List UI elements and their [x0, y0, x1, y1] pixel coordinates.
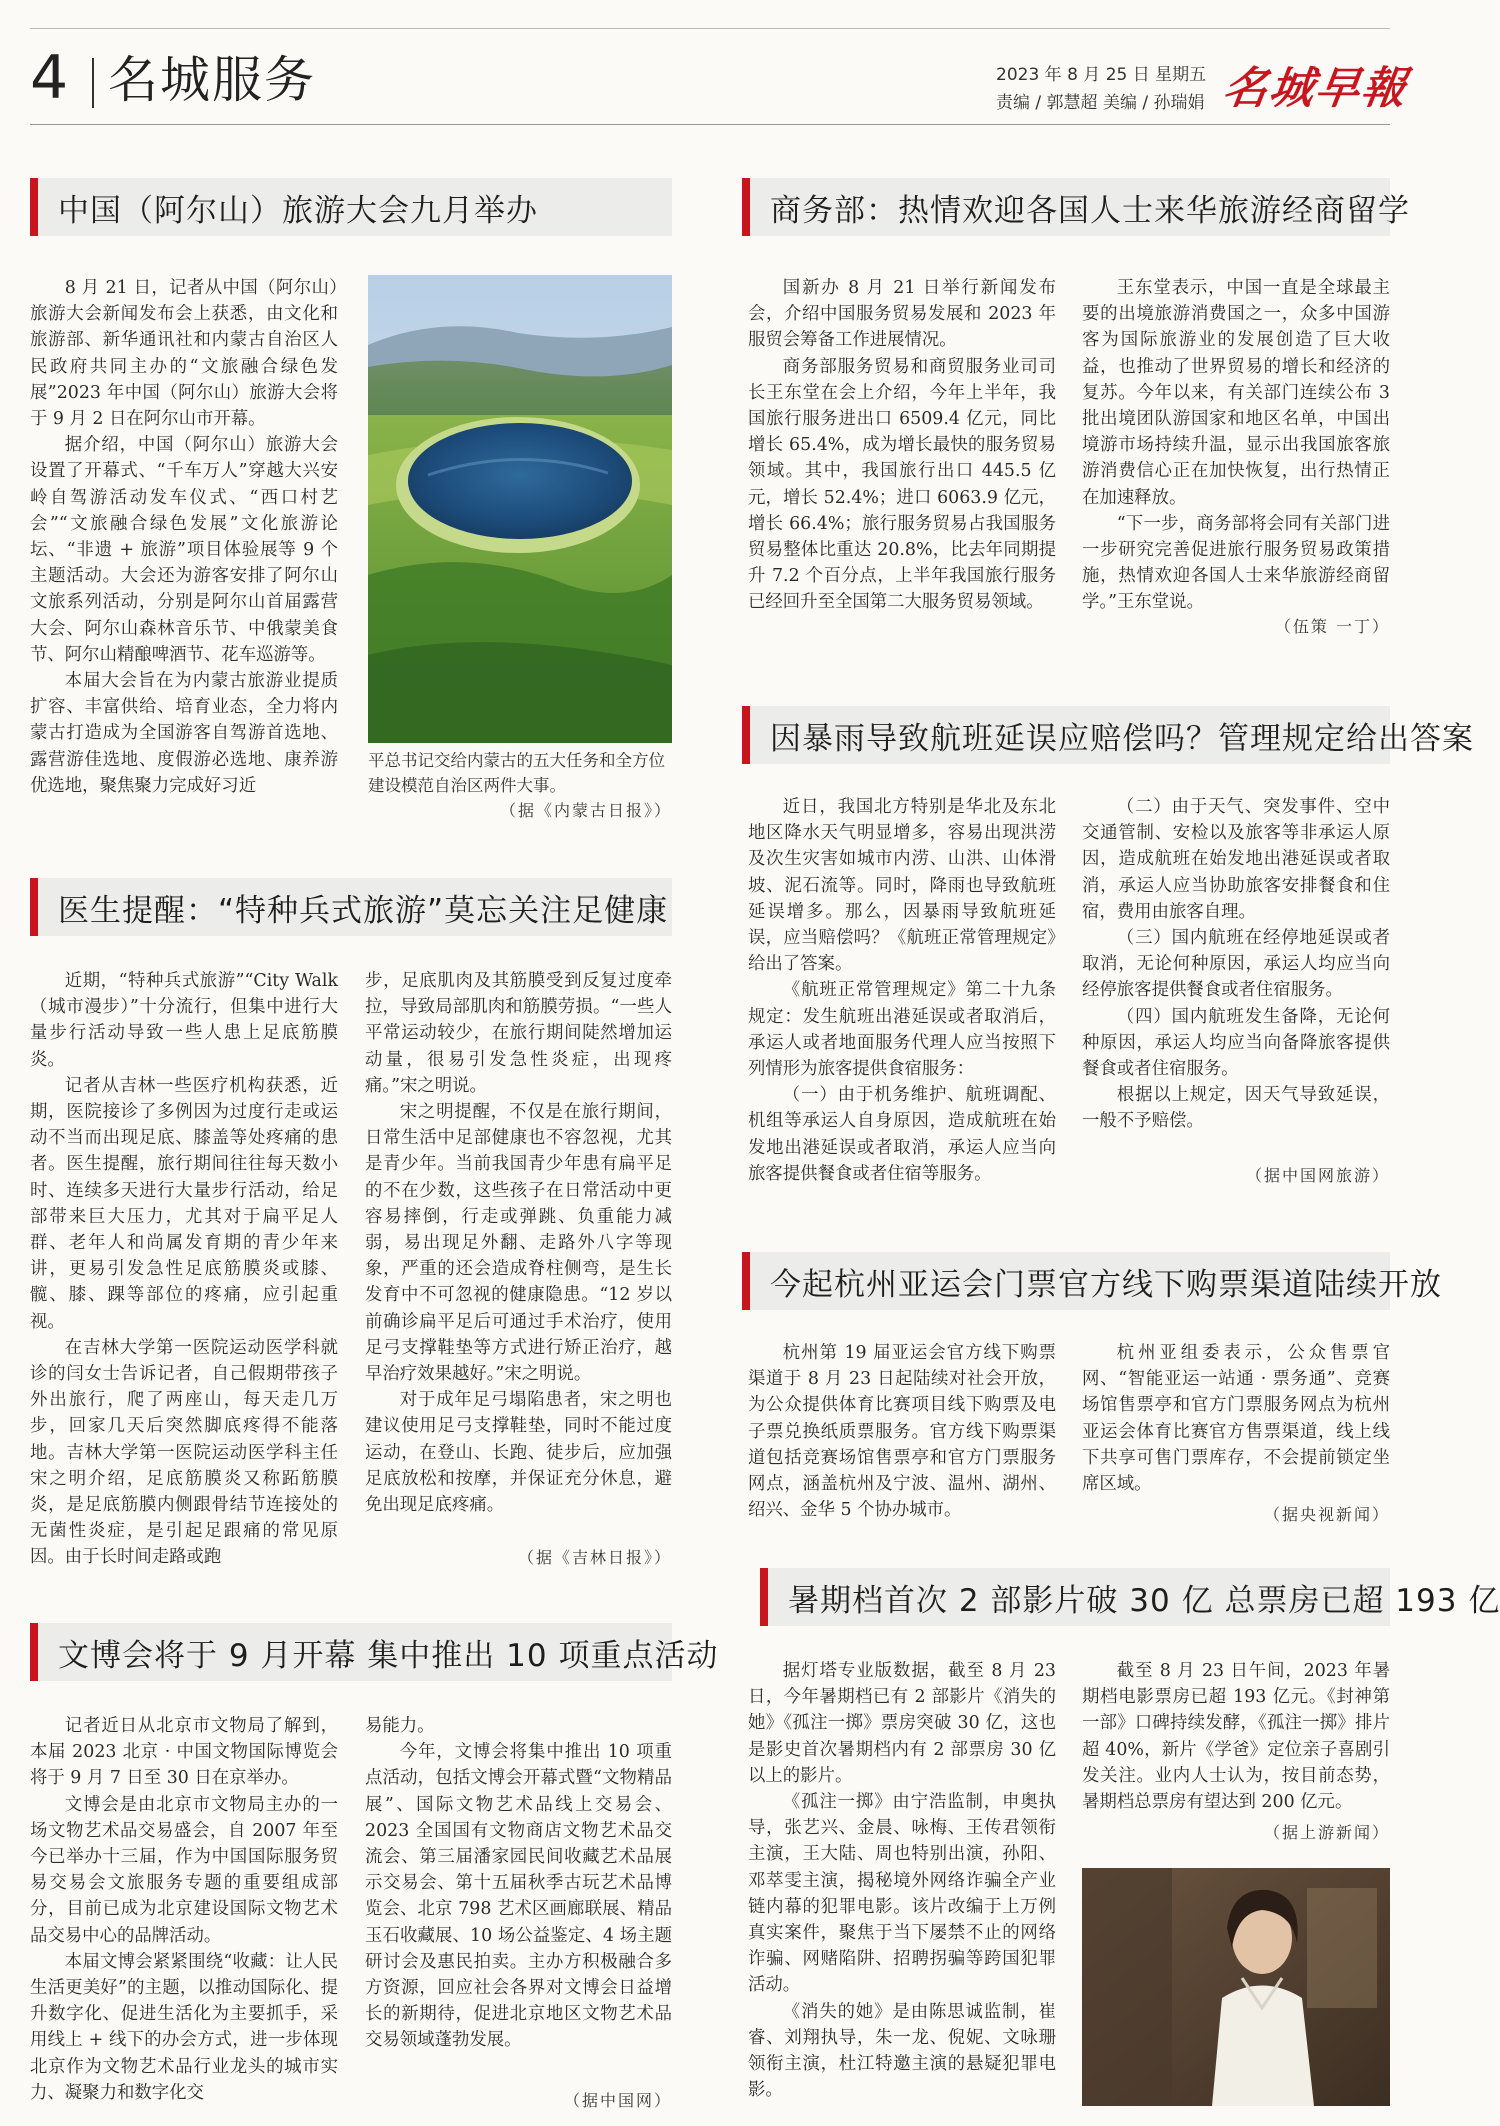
paragraph: 杭州亚组委表示，公众售票官网、“智能亚运一站通 · 票务通”、竞赛场馆售票亭和官方门票服务网点为杭州亚运会体育比赛官方售票渠道，线上线下共享可售门票库存，不会提前锁定坐席区域。 — [1082, 1343, 1390, 1495]
paragraph: （三）国内航班在经停地延误或者取消，无论何种原因，承运人均应当向经停旅客提供餐食或者住宿服务。 — [1082, 928, 1390, 1001]
paragraph: 《孤注一掷》由宁浩监制，申奥执导，张艺兴、金晨、咏梅、王传君领衔主演，王大陆、周也特别出演，孙阳、邓萃雯主演，揭秘境外网络诈骗全产业链内幕的犯罪电影。该片改编于上万例真实案件，聚焦于当下屡禁不止的网络诈骗、网赌陷阱、招聘拐骗等跨国犯罪活动。 — [748, 1792, 1056, 1996]
article-arxan-col1 — [30, 275, 338, 799]
paragraph: 今年，文博会将集中推出 10 项重点活动，包括文博会开幕式暨“文物精品展”、国际文物艺术品线上交易会、2023 全国国有文物商店文物艺术品交流会、第三届潘家园民间收藏艺术品展示交易会、第十五届秋季古玩艺术品博览会、北京 798 艺术区画廊联展、精品玉石收藏展、10 场公益鉴定、4 场主题研讨会及惠民拍卖。主办方积极融合多方资源，回应社会各界对文博会日益增长的新期待，促进北京地区文物艺术品交易领域蓬勃发展。 — [365, 1742, 672, 2051]
masthead-rule — [30, 124, 1390, 125]
lake-landscape-image — [368, 275, 672, 743]
article-boxoffice-col1 — [748, 1658, 1056, 2103]
article-doctor-col2 — [365, 968, 672, 1518]
paragraph: 近日，我国北方特别是华北及东北地区降水天气明显增多，容易出现洪涝及次生灾害如城市内涝、山洪、山体滑坡、泥石流等。同时，降雨也导致航班延误增多。那么，因暴雨导致航班延误，应当赔偿吗？《航班正常管理规定》给出了答案。 — [748, 797, 1056, 975]
headline-boxoffice — [760, 1568, 1500, 1626]
source-credit: （据中国网旅游） — [1245, 1166, 1390, 1185]
paragraph: 国新办 8 月 21 日举行新闻发布会，介绍中国服务贸易发展和 2023 年服贸会筹备工作进展情况。 — [748, 278, 1056, 351]
paragraph: 近期，“特种兵式旅游”“City Walk（城市漫步）”十分流行，但集中进行大量步行活动导致一些人患上足底筋膜炎。 — [30, 971, 338, 1070]
source-credit: （伍策 一丁） — [1274, 617, 1390, 636]
paragraph: 记者从吉林一些医疗机构获悉，近期，医院接诊了多例因为过度行走或运动不当而出现足底、膝盖等处疼痛的患者。医生提醒，旅行期间往往每天数小时、连续多天进行大量步行活动，给足部带来巨大压力，尤其对于扁平足人群、老年人和尚属发育期的青少年来讲，更易引发急性足底筋膜炎或膝、髋、膝、踝等部位的疼痛，应引起重视。 — [30, 1075, 338, 1332]
headline-boxoffice-text: 暑期档首次 2 部影片破 30 亿 总票房已超 193 亿 — [788, 1582, 1500, 1619]
headline-wenbo — [30, 1623, 719, 1681]
headline-flight — [742, 706, 1474, 764]
article-doctor-col1 — [30, 968, 338, 1571]
paragraph: （四）国内航班发生备降，无论何种原因，承运人均应当向备降旅客提供餐食或者住宿服务。 — [1082, 1006, 1390, 1080]
source-credit: （据《内蒙古日报》） — [499, 801, 672, 820]
article-wenbo-col1 — [30, 1713, 338, 2106]
page-number: 4 — [30, 43, 69, 113]
article-wenbo-col2 — [365, 1713, 672, 2054]
lake-photo — [368, 275, 672, 743]
editors-credit: 责编 / 郭慧超 美编 / 孙瑞娟 — [996, 93, 1205, 113]
source-credit: （据《吉林日报》） — [517, 1548, 672, 1567]
headline-commerce-text: 商务部：热情欢迎各国人士来华旅游经商留学 — [770, 192, 1410, 229]
paragraph: 《航班正常管理规定》第二十九条规定：发生航班出港延误或者取消后，承运人或者地面服务代理人应当按照下列情形为旅客提供食宿服务： — [748, 980, 1056, 1080]
headline-arxan — [30, 178, 672, 236]
paragraph: 在吉林大学第一医院运动医学科就诊的闫女士告诉记者，自己假期带孩子外出旅行，爬了两座山，每天走几万步，回家几天后突然脚底疼得不能落地。吉林大学第一医院运动医学科主任宋之明介绍，足底筋膜炎又称跖筋膜炎，是足底筋膜内侧跟骨结节连接处的无菌性炎症，是引起足跟痛的常见原因。由于长时间走路或跑 — [30, 1337, 338, 1568]
headline-asiangames — [742, 1252, 1442, 1310]
paragraph: 本届大会旨在为内蒙古旅游业提质扩容、丰富供给、培育业态，全力将内蒙古打造成为全国游客自驾游首选地、露营游佳选地、度假游必选地、康养游优选地，聚焦聚力完成好习近 — [30, 671, 338, 796]
headline-flight-text: 因暴雨导致航班延误应赔偿吗？管理规定给出答案 — [770, 720, 1474, 757]
paragraph: 8 月 21 日，记者从中国（阿尔山）旅游大会新闻发布会上获悉，由文化和旅游部、新华通讯社和内蒙古自治区人民政府共同主办的“文旅融合绿色发展”2023 年中国（阿尔山）旅游大会将于 9 月 2 日在阿尔山市开幕。 — [30, 278, 338, 430]
paragraph: （一）由于机务维护、航班调配、机组等承运人自身原因，造成航班在始发地出港延误或者取消，承运人应当向旅客提供餐食或者住宿等服务。 — [748, 1085, 1056, 1184]
paragraph: 《消失的她》是由陈思诚监制，崔睿、刘翔执导，朱一龙、倪妮、文咏珊领衔主演，杜江特邀主演的悬疑犯罪电影。 — [748, 2001, 1056, 2101]
newspaper-logo: 名城早報 — [1219, 63, 1411, 114]
photo-caption: 平总书记交给内蒙古的五大任务和全方位建设模范自治区两件大事。 — [368, 751, 665, 795]
headline-asiangames-text: 今起杭州亚运会门票官方线下购票渠道陆续开放 — [770, 1266, 1442, 1303]
issue-date: 2023 年 8 月 25 日 星期五 — [996, 65, 1207, 85]
headline-wenbo-text: 文博会将于 9 月开幕 集中推出 10 项重点活动 — [58, 1637, 719, 1674]
headline-commerce — [742, 178, 1410, 236]
paragraph: 步，足底肌肉及其筋膜受到反复过度牵拉，导致局部肌肉和筋膜劳损。“一些人平常运动较少，在旅行期间陡然增加运动量，很易引发急性炎症，出现疼痛。”宋之明说。 — [365, 971, 672, 1096]
source-credit: （据上游新闻） — [1263, 1823, 1390, 1842]
paragraph: 据灯塔专业版数据，截至 8 月 23 日，今年暑期档已有 2 部影片《消失的她》《孤注一掷》票房突破 30 亿，这也是影史首次暑期档内有 2 部票房 30 亿以上的影片。 — [748, 1661, 1056, 1786]
article-asiangames-col1 — [748, 1340, 1056, 1523]
paragraph: 记者近日从北京市文物局了解到，本届 2023 北京 · 中国文物国际博览会将于 9 月 7 日至 30 日在京举办。 — [30, 1716, 338, 1789]
paragraph: 商务部服务贸易和商贸服务业司司长王东堂在会上介绍，今年上半年，我国旅行服务进出口 6509.4 亿元，同比增长 65.4%，成为增长最快的服务贸易领域。其中，我国旅行出口 445.5 亿元，增长 52.4%；进口 6063.9 亿元，增长 66.4%；旅行服务贸易占我国服务贸易整体比重达 20.8%，比去年同期提升 7.2 个百分点，上半年我国旅行服务已经回升至全国第二大服务贸易领域。 — [748, 356, 1056, 613]
headline-arxan-text: 中国（阿尔山）旅游大会九月举办 — [58, 192, 538, 229]
headline-doctor-text: 医生提醒：“特种兵式旅游”莫忘关注足健康 — [58, 892, 669, 929]
paragraph: 截至 8 月 23 日午间，2023 年暑期档电影票房已超 193 亿元。《封神第一部》口碑持续发酵，《孤注一掷》排片超 40%，新片《学爸》定位亲子喜剧引发关注。业内人士认为，按目前态势，暑期档总票房有望达到 200 亿元。 — [1082, 1661, 1390, 1813]
paragraph: （二）由于天气、突发事件、空中交通管制、安检以及旅客等非承运人原因，造成航班在始发地出港延误或者取消，承运人应当协助旅客安排餐食和住宿，费用由旅客自理。 — [1082, 797, 1390, 922]
paragraph: 王东堂表示，中国一直是全球最主要的出境旅游消费国之一，众多中国游客为国际旅游业的发展创造了巨大收益，也推动了世界贸易的增长和经济的复苏。今年以来，有关部门连续公布 3 批出境团队游国家和地区名单，中国出境游市场持续升温，显示出我国旅客旅游消费信心正在加快恢复，出行热情正在加速释放。 — [1082, 278, 1390, 508]
article-asiangames-col2 — [1082, 1340, 1390, 1497]
movie-still-photo — [1082, 1868, 1390, 2106]
article-flight-col2 — [1082, 794, 1390, 1135]
paragraph: 易能力。 — [365, 1716, 435, 1736]
paragraph: 本届文博会紧紧围绕“收藏：让人民生活更美好”的主题，以推动国际化、提升数字化、促进生活化为主要抓手，采用线上 + 线下的办会方式，进一步体现北京作为文物艺术品行业龙头的城市实力、凝聚力和数字化交 — [30, 1951, 338, 2103]
paragraph: 根据以上规定，因天气导致延误，一般不予赔偿。 — [1082, 1085, 1390, 1132]
source-credit: （据中国网） — [563, 2091, 672, 2110]
headline-doctor — [30, 878, 672, 936]
article-commerce-col1 — [748, 275, 1056, 616]
paragraph: “下一步，商务部将会同有关部门进一步研究完善促进旅行服务贸易政策措施，热情欢迎各国人士来华旅游经商留学。”王东堂说。 — [1082, 513, 1390, 613]
source-credit: （据央视新闻） — [1263, 1505, 1390, 1524]
paragraph: 宋之明提醒，不仅是在旅行期间，日常生活中足部健康也不容忽视，尤其是青少年。当前我国青少年患有扁平足的不在少数，这些孩子在日常活动中更容易摔倒，行走或弹跳、负重能力减弱，易出现足外翻、走路外八字等现象，严重的还会造成脊柱侧弯，是生长发育中不可忽视的健康隐患。“12 岁以前确诊扁平足后可通过手术治疗，使用足弓支撑鞋垫等方式进行矫正治疗，越早治疗效果越好。”宋之明说。 — [365, 1102, 672, 1385]
article-commerce-col2 — [1082, 275, 1390, 616]
top-rule — [30, 28, 1390, 29]
paragraph: 对于成年足弓塌陷患者，宋之明也建议使用足弓支撑鞋垫，同时不能过度运动，在登山、长跑、徒步后，应加强足底放松和按摩，并保证充分休息，避免出现足底疼痛。 — [365, 1390, 672, 1516]
paragraph: 文博会是由北京市文物局主办的一场文物艺术品交易盛会，自 2007 年至今已举办十三届，作为中国国际服务贸易交易会文旅服务专题的重要组成部分，目前已成为北京建设国际文物艺术品交易中心的品牌活动。 — [30, 1794, 338, 1946]
masthead-divider — [92, 58, 94, 108]
actress-image — [1082, 1868, 1390, 2106]
paragraph: 杭州第 19 届亚运会官方线下购票渠道于 8 月 23 日起陆续对社会开放，为公众提供体育比赛项目线下购票及电子票兑换纸质票服务。官方线下购票渠道包括竞赛场馆售票亭和官方门票服务网点，涵盖杭州及宁波、温州、湖州、绍兴、金华 5 个协办城市。 — [748, 1343, 1056, 1521]
article-boxoffice-col2 — [1082, 1658, 1390, 1815]
article-flight-col1 — [748, 794, 1056, 1187]
section-title: 名城服务 — [108, 51, 316, 109]
paragraph: 据介绍，中国（阿尔山）旅游大会设置了开幕式、“千车万人”穿越大兴安岭自驾游活动发车仪式、“西口村艺会”“文旅融合绿色发展”文化旅游论坛、“非遗 + 旅游”项目体验展等 9 个主题活动。大会还为游客安排了阿尔山文旅系列活动，分别是阿尔山首届露营大会、阿尔山森林音乐节、中俄蒙美食节、阿尔山精酿啤酒节、花车巡游等。 — [30, 435, 338, 665]
